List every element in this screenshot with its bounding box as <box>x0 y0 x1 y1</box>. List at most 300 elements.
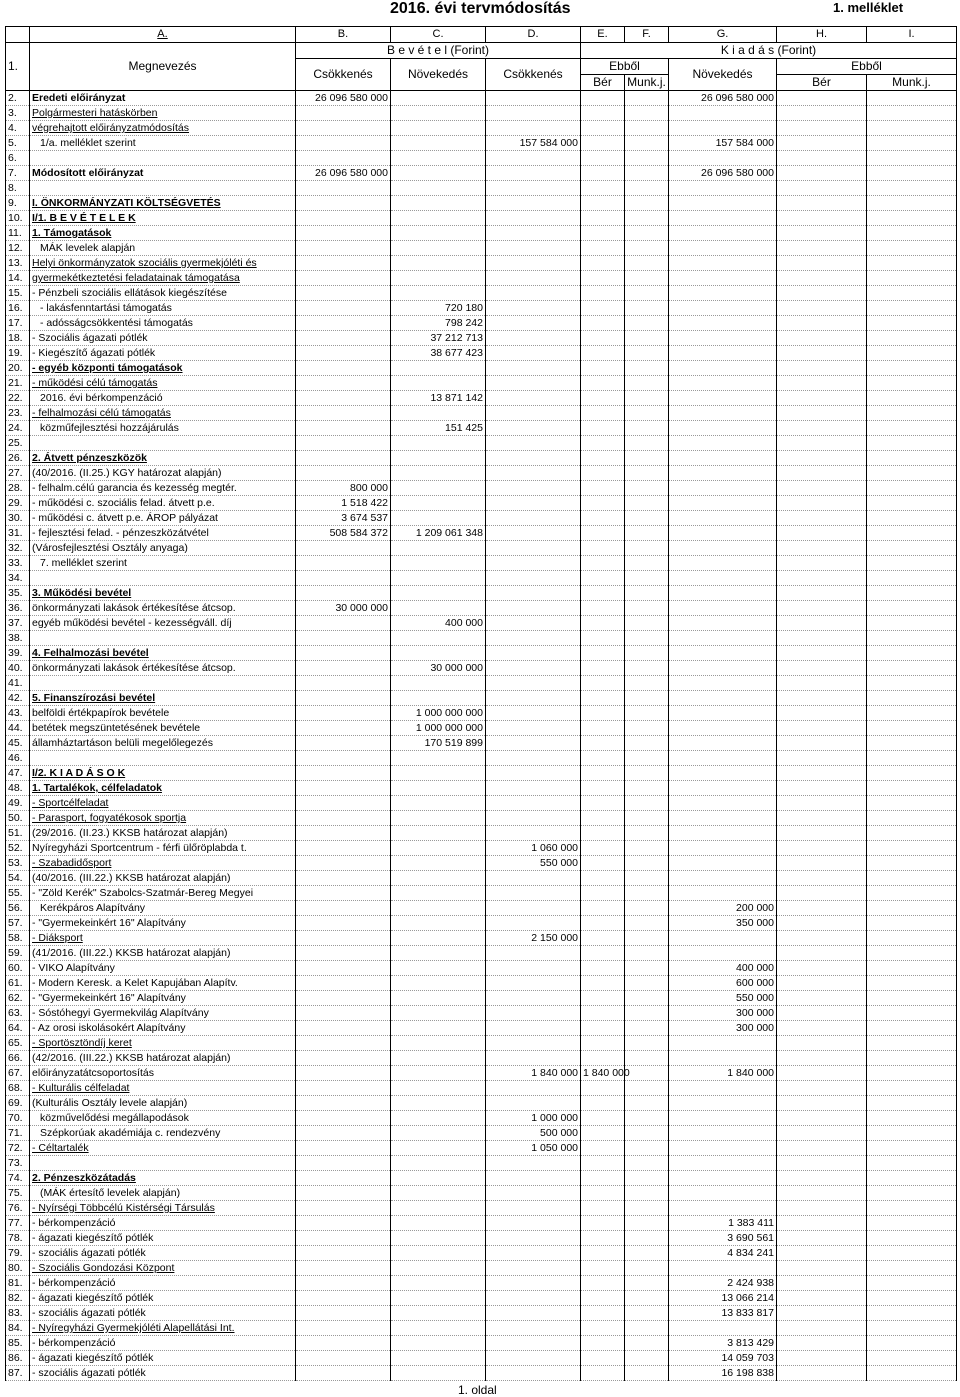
table-header <box>6 27 957 91</box>
value-cell-h <box>777 121 867 136</box>
value-cell-e <box>581 361 625 376</box>
table-row <box>6 886 957 901</box>
value-cell-c: 720 180 <box>391 301 486 316</box>
value-cell-c <box>391 1156 486 1171</box>
value-cell-i <box>867 151 957 166</box>
value-cell-h <box>777 646 867 661</box>
value-cell-c <box>391 496 486 511</box>
value-cell-d <box>486 661 581 676</box>
value-cell-f <box>625 1231 669 1246</box>
value-cell-i <box>867 331 957 346</box>
table-row <box>6 946 957 961</box>
value-cell-i <box>867 106 957 121</box>
value-cell-d <box>486 151 581 166</box>
value-cell-e <box>581 1171 625 1186</box>
value-cell-h <box>777 166 867 181</box>
value-cell-f <box>625 1366 669 1381</box>
value-cell-h <box>777 286 867 301</box>
value-cell-h <box>777 196 867 211</box>
row-number: 26. <box>6 451 30 466</box>
row-number: 57. <box>6 916 30 931</box>
value-cell-e <box>581 211 625 226</box>
value-cell-d: 1 050 000 <box>486 1141 581 1156</box>
value-cell-c: 798 242 <box>391 316 486 331</box>
value-cell-h <box>777 721 867 736</box>
value-cell-i <box>867 616 957 631</box>
value-cell-g <box>669 106 777 121</box>
value-cell-g: 200 000 <box>669 901 777 916</box>
value-cell-g <box>669 946 777 961</box>
value-cell-b <box>296 646 391 661</box>
value-cell-b <box>296 121 391 136</box>
row-number: 5. <box>6 136 30 151</box>
value-cell-d <box>486 901 581 916</box>
value-cell-i <box>867 751 957 766</box>
value-cell-i <box>867 1156 957 1171</box>
value-cell-e <box>581 271 625 286</box>
value-cell-d <box>486 646 581 661</box>
value-cell-b <box>296 181 391 196</box>
table-row <box>6 721 957 736</box>
value-cell-f <box>625 991 669 1006</box>
row-number: 24. <box>6 421 30 436</box>
value-cell-d <box>486 1261 581 1276</box>
value-cell-d <box>486 91 581 106</box>
value-cell-d <box>486 826 581 841</box>
table-row <box>6 1021 957 1036</box>
value-cell-d <box>486 796 581 811</box>
value-cell-c <box>391 511 486 526</box>
value-cell-f <box>625 1036 669 1051</box>
value-cell-i <box>867 766 957 781</box>
value-cell-g <box>669 826 777 841</box>
value-cell-f <box>625 1021 669 1036</box>
header-employer-2: Munk.j. <box>867 75 957 91</box>
value-cell-e <box>581 751 625 766</box>
value-cell-i <box>867 631 957 646</box>
row-number: 15. <box>6 286 30 301</box>
value-cell-h <box>777 916 867 931</box>
value-cell-e <box>581 1276 625 1291</box>
table-row <box>6 586 957 601</box>
value-cell-i <box>867 226 957 241</box>
value-cell-i <box>867 1276 957 1291</box>
table-row <box>6 1261 957 1276</box>
value-cell-d <box>486 181 581 196</box>
value-cell-h <box>777 346 867 361</box>
row-label: - bérkompenzáció <box>30 1216 296 1231</box>
value-cell-d <box>486 256 581 271</box>
value-cell-g: 1 383 411 <box>669 1216 777 1231</box>
value-cell-d <box>486 631 581 646</box>
table-row <box>6 196 957 211</box>
table-row <box>6 1081 957 1096</box>
value-cell-b <box>296 1276 391 1291</box>
row-number: 49. <box>6 796 30 811</box>
value-cell-g: 13 833 817 <box>669 1306 777 1321</box>
row-label: 5. Finanszírozási bevétel <box>30 691 296 706</box>
value-cell-h <box>777 211 867 226</box>
row-number: 17. <box>6 316 30 331</box>
value-cell-c <box>391 1321 486 1336</box>
value-cell-e <box>581 931 625 946</box>
value-cell-g: 300 000 <box>669 1021 777 1036</box>
table-row <box>6 181 957 196</box>
row-label: 1. Támogatások <box>30 226 296 241</box>
value-cell-c <box>391 256 486 271</box>
value-cell-e <box>581 256 625 271</box>
row-label: - Modern Keresk. a Kelet Kapujában Alapítv. <box>30 976 296 991</box>
value-cell-e <box>581 1201 625 1216</box>
row-number: 33. <box>6 556 30 571</box>
table-row <box>6 1006 957 1021</box>
row-number: 55. <box>6 886 30 901</box>
value-cell-g <box>669 1096 777 1111</box>
value-cell-h <box>777 301 867 316</box>
value-cell-c <box>391 766 486 781</box>
row-number: 77. <box>6 1216 30 1231</box>
value-cell-g <box>669 1171 777 1186</box>
row-label: (40/2016. (II.25.) KGY határozat alapján) <box>30 466 296 481</box>
value-cell-c <box>391 976 486 991</box>
value-cell-f <box>625 886 669 901</box>
value-cell-h <box>777 271 867 286</box>
value-cell-h <box>777 691 867 706</box>
value-cell-b <box>296 151 391 166</box>
value-cell-e <box>581 976 625 991</box>
value-cell-e <box>581 286 625 301</box>
table-row <box>6 931 957 946</box>
value-cell-h <box>777 1336 867 1351</box>
value-cell-c <box>391 1336 486 1351</box>
table-row <box>6 331 957 346</box>
value-cell-b <box>296 136 391 151</box>
value-cell-h <box>777 1156 867 1171</box>
value-cell-g <box>669 511 777 526</box>
value-cell-b <box>296 1021 391 1036</box>
value-cell-b <box>296 1096 391 1111</box>
value-cell-d <box>486 511 581 526</box>
row-number: 43. <box>6 706 30 721</box>
value-cell-f <box>625 301 669 316</box>
value-cell-b <box>296 1231 391 1246</box>
value-cell-i <box>867 1186 957 1201</box>
value-cell-g: 550 000 <box>669 991 777 1006</box>
row-number: 6. <box>6 151 30 166</box>
table-row <box>6 646 957 661</box>
value-cell-e <box>581 766 625 781</box>
value-cell-e <box>581 616 625 631</box>
value-cell-e <box>581 181 625 196</box>
table-row <box>6 1366 957 1381</box>
value-cell-h <box>777 1231 867 1246</box>
row-number: 54. <box>6 871 30 886</box>
table-row <box>6 766 957 781</box>
value-cell-b: 26 096 580 000 <box>296 91 391 106</box>
value-cell-g <box>669 781 777 796</box>
value-cell-h <box>777 751 867 766</box>
row-label: - működési célú támogatás <box>30 376 296 391</box>
value-cell-g <box>669 571 777 586</box>
value-cell-h <box>777 526 867 541</box>
value-cell-f <box>625 376 669 391</box>
value-cell-h <box>777 106 867 121</box>
table-row <box>6 511 957 526</box>
row-number: 9. <box>6 196 30 211</box>
value-cell-g <box>669 556 777 571</box>
row-label: I/1. B E V É T E L E K <box>30 211 296 226</box>
value-cell-d: 1 060 000 <box>486 841 581 856</box>
row-number: 79. <box>6 1246 30 1261</box>
value-cell-g <box>669 736 777 751</box>
value-cell-d <box>486 601 581 616</box>
value-cell-e <box>581 631 625 646</box>
value-cell-i <box>867 256 957 271</box>
row-number: 47. <box>6 766 30 781</box>
value-cell-e <box>581 136 625 151</box>
value-cell-e <box>581 706 625 721</box>
value-cell-i <box>867 316 957 331</box>
table-row <box>6 1291 957 1306</box>
row-number: 20. <box>6 361 30 376</box>
value-cell-g <box>669 1111 777 1126</box>
value-cell-e <box>581 661 625 676</box>
value-cell-h <box>777 1276 867 1291</box>
value-cell-c <box>391 151 486 166</box>
value-cell-c <box>391 991 486 1006</box>
row-label: 3. Működési bevétel <box>30 586 296 601</box>
value-cell-e <box>581 436 625 451</box>
value-cell-e <box>581 91 625 106</box>
value-cell-g <box>669 316 777 331</box>
value-cell-f <box>625 751 669 766</box>
value-cell-d <box>486 376 581 391</box>
value-cell-i <box>867 496 957 511</box>
value-cell-e <box>581 526 625 541</box>
row-label <box>30 676 296 691</box>
value-cell-g <box>669 286 777 301</box>
value-cell-c <box>391 1111 486 1126</box>
value-cell-d <box>486 1351 581 1366</box>
value-cell-g <box>669 586 777 601</box>
value-cell-f <box>625 391 669 406</box>
value-cell-e <box>581 1306 625 1321</box>
value-cell-e <box>581 241 625 256</box>
row-label: - egyéb központi támogatások <box>30 361 296 376</box>
row-number: 75. <box>6 1186 30 1201</box>
value-cell-b <box>296 811 391 826</box>
table-row <box>6 91 957 106</box>
value-cell-g <box>669 376 777 391</box>
row-label: - "Zöld Kerék" Szabolcs-Szatmár-Bereg Megyei <box>30 886 296 901</box>
value-cell-d <box>486 1231 581 1246</box>
value-cell-d <box>486 526 581 541</box>
table-row <box>6 1186 957 1201</box>
value-cell-f <box>625 571 669 586</box>
row-label: Nyíregyházi Sportcentrum - férfi ülőröplabda t. <box>30 841 296 856</box>
table-row <box>6 571 957 586</box>
value-cell-b <box>296 1351 391 1366</box>
value-cell-i <box>867 826 957 841</box>
value-cell-d <box>486 1321 581 1336</box>
table-row <box>6 1336 957 1351</box>
row-label: - Nyírségi Többcélú Kistérségi Társulás <box>30 1201 296 1216</box>
table-row <box>6 1171 957 1186</box>
table-row <box>6 406 957 421</box>
row-label <box>30 751 296 766</box>
row-number: 73. <box>6 1156 30 1171</box>
value-cell-b <box>296 1306 391 1321</box>
value-cell-d <box>486 1051 581 1066</box>
table-row <box>6 556 957 571</box>
value-cell-g <box>669 811 777 826</box>
value-cell-c <box>391 751 486 766</box>
value-cell-g <box>669 481 777 496</box>
value-cell-c <box>391 871 486 886</box>
value-cell-i <box>867 571 957 586</box>
col-letter: E. <box>581 27 625 43</box>
value-cell-i <box>867 1021 957 1036</box>
row-label: (MÁK értesítő levelek alapján) <box>30 1186 296 1201</box>
row-label: - bérkompenzáció <box>30 1276 296 1291</box>
value-cell-b: 1 518 422 <box>296 496 391 511</box>
value-cell-d <box>486 916 581 931</box>
value-cell-h <box>777 316 867 331</box>
value-cell-b <box>296 991 391 1006</box>
value-cell-c <box>391 1201 486 1216</box>
row-number: 69. <box>6 1096 30 1111</box>
col-letter <box>6 27 30 43</box>
row-label: - Sportösztöndíj keret <box>30 1036 296 1051</box>
value-cell-f <box>625 481 669 496</box>
row-label: Szépkorúak akadémiája c. rendezvény <box>30 1126 296 1141</box>
value-cell-d <box>486 691 581 706</box>
table-row <box>6 811 957 826</box>
row-label: - ágazati kiegészítő pótlék <box>30 1291 296 1306</box>
row-label: betétek megszüntetésének bevétele <box>30 721 296 736</box>
value-cell-h <box>777 1141 867 1156</box>
value-cell-e <box>581 676 625 691</box>
row-label: közműfejlesztési hozzájárulás <box>30 421 296 436</box>
header-income-increase: Növekedés <box>391 59 486 91</box>
value-cell-i <box>867 91 957 106</box>
value-cell-g <box>669 526 777 541</box>
row-label: - Nyíregyházi Gyermekjóléti Alapellátási Int. <box>30 1321 296 1336</box>
row-label: - lakásfenntartási támogatás <box>30 301 296 316</box>
value-cell-c <box>391 1096 486 1111</box>
header-income-decrease: Csökkenés <box>296 59 391 91</box>
value-cell-g <box>669 451 777 466</box>
value-cell-g <box>669 421 777 436</box>
value-cell-b <box>296 271 391 286</box>
row-label: - Céltartalék <box>30 1141 296 1156</box>
value-cell-i <box>867 676 957 691</box>
value-cell-i <box>867 481 957 496</box>
value-cell-b: 800 000 <box>296 481 391 496</box>
value-cell-g: 3 690 561 <box>669 1231 777 1246</box>
value-cell-h <box>777 871 867 886</box>
value-cell-h <box>777 676 867 691</box>
value-cell-c <box>391 286 486 301</box>
value-cell-e <box>581 1111 625 1126</box>
value-cell-d <box>486 466 581 481</box>
value-cell-g <box>669 271 777 286</box>
value-cell-b <box>296 1111 391 1126</box>
value-cell-b <box>296 541 391 556</box>
value-cell-d <box>486 331 581 346</box>
row-number: 41. <box>6 676 30 691</box>
value-cell-f <box>625 331 669 346</box>
value-cell-b <box>296 1366 391 1381</box>
value-cell-c <box>391 856 486 871</box>
value-cell-c <box>391 1186 486 1201</box>
value-cell-b <box>296 451 391 466</box>
value-cell-b <box>296 1201 391 1216</box>
value-cell-f <box>625 1081 669 1096</box>
value-cell-b <box>296 586 391 601</box>
value-cell-h <box>777 991 867 1006</box>
row-number: 74. <box>6 1171 30 1186</box>
value-cell-c <box>391 1081 486 1096</box>
value-cell-c <box>391 1351 486 1366</box>
value-cell-f <box>625 421 669 436</box>
row-number: 25. <box>6 436 30 451</box>
table-row <box>6 271 957 286</box>
value-cell-b <box>296 1006 391 1021</box>
value-cell-i <box>867 1366 957 1381</box>
value-cell-i <box>867 916 957 931</box>
value-cell-f <box>625 106 669 121</box>
row-label: MÁK levelek alapján <box>30 241 296 256</box>
value-cell-e <box>581 1261 625 1276</box>
value-cell-d <box>486 961 581 976</box>
row-number: 83. <box>6 1306 30 1321</box>
value-cell-h <box>777 616 867 631</box>
value-cell-e <box>581 346 625 361</box>
row-label: - VIKO Alapítvány <box>30 961 296 976</box>
value-cell-c: 37 212 713 <box>391 331 486 346</box>
value-cell-e <box>581 691 625 706</box>
value-cell-f <box>625 721 669 736</box>
row-number: 84. <box>6 1321 30 1336</box>
row-number: 52. <box>6 841 30 856</box>
value-cell-e <box>581 1231 625 1246</box>
value-cell-b <box>296 1141 391 1156</box>
value-cell-f <box>625 1321 669 1336</box>
value-cell-f <box>625 766 669 781</box>
table-row <box>6 796 957 811</box>
value-cell-b <box>296 1081 391 1096</box>
row-number: 35. <box>6 586 30 601</box>
value-cell-e <box>581 646 625 661</box>
value-cell-i <box>867 166 957 181</box>
value-cell-d <box>486 361 581 376</box>
value-cell-g <box>669 436 777 451</box>
value-cell-i <box>867 376 957 391</box>
col-letter: C. <box>391 27 486 43</box>
value-cell-f <box>625 196 669 211</box>
value-cell-h <box>777 886 867 901</box>
value-cell-i <box>867 541 957 556</box>
value-cell-g <box>669 331 777 346</box>
value-cell-i <box>867 736 957 751</box>
value-cell-d <box>486 766 581 781</box>
row-number: 21. <box>6 376 30 391</box>
value-cell-c: 30 000 000 <box>391 661 486 676</box>
value-cell-f <box>625 946 669 961</box>
value-cell-d <box>486 406 581 421</box>
value-cell-b <box>296 796 391 811</box>
